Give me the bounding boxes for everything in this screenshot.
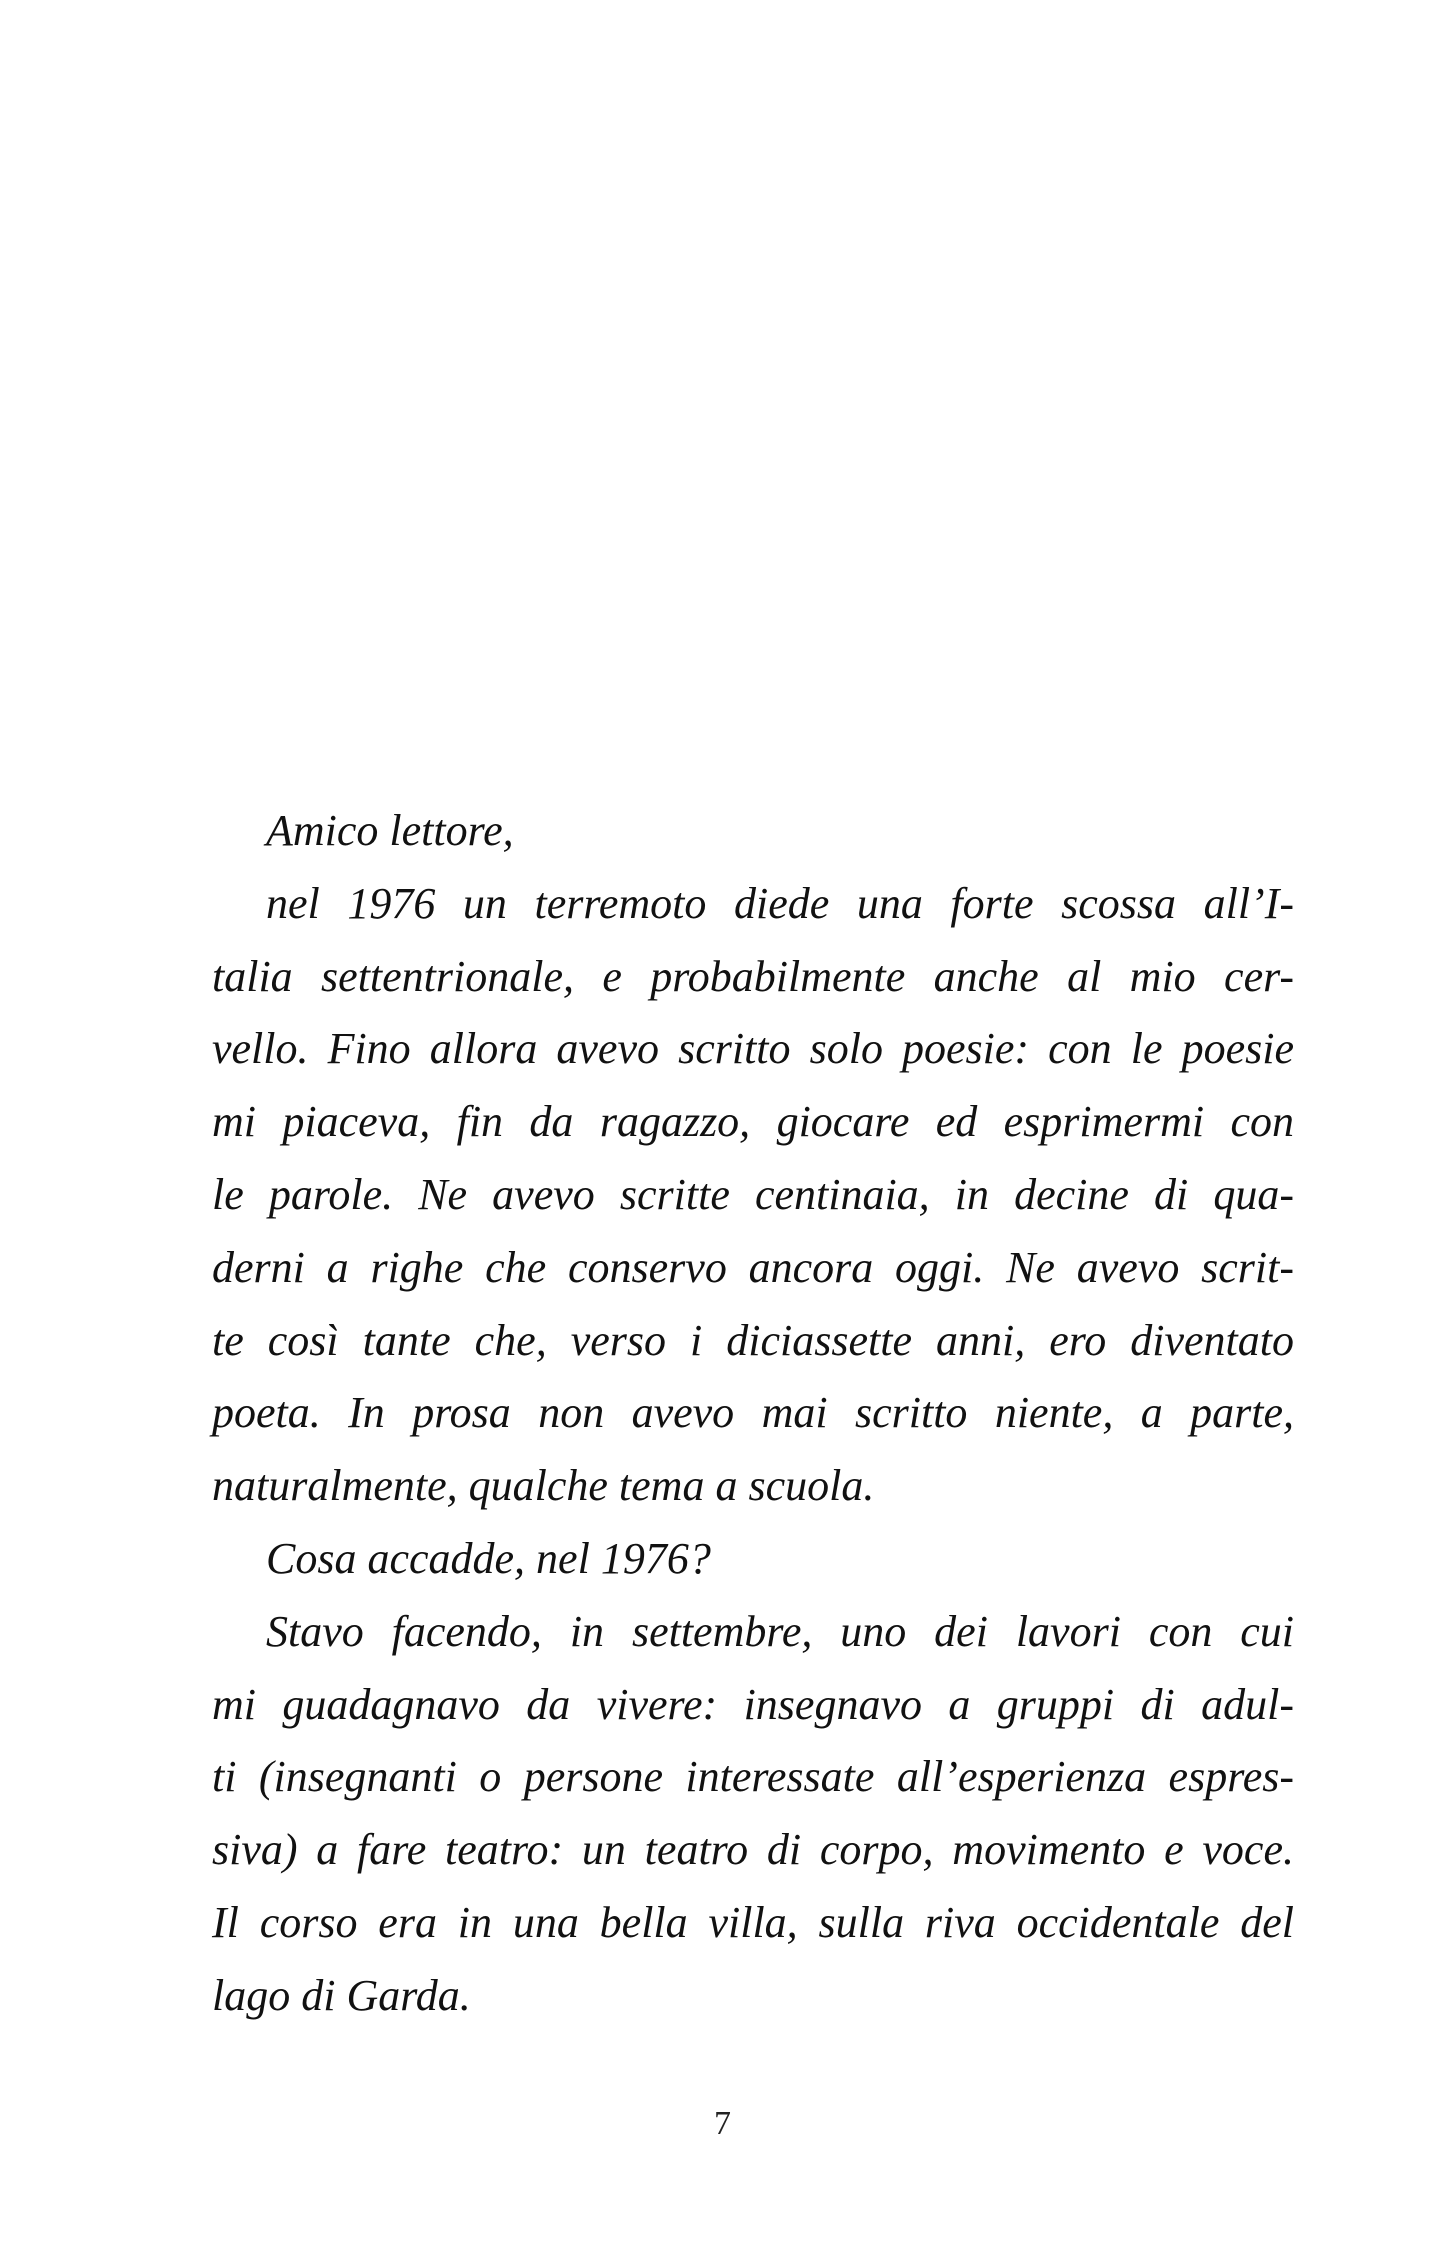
text-line: Stavo facendo, in settembre, uno dei lavori con cui xyxy=(266,1606,1294,1656)
text-line: mi guadagnavo da vivere: insegnavo a gruppi di adul- xyxy=(212,1679,1294,1729)
text-line: mi piaceva, fin da ragazzo, giocare ed esprimermi con xyxy=(212,1097,1294,1147)
text-line: poeta. In prosa non avevo mai scritto niente, a parte, xyxy=(212,1388,1294,1438)
text-line: ti (insegnanti o persone interessate all’esperienza espres- xyxy=(212,1752,1294,1802)
page-number: 7 xyxy=(714,2105,731,2142)
text-line: talia settentrionale, e probabilmente anche al mio cer- xyxy=(212,951,1294,1001)
text-line: vello. Fino allora avevo scritto solo poesie: con le poesie xyxy=(212,1024,1294,1074)
text-line: le parole. Ne avevo scritte centinaia, in decine di qua- xyxy=(212,1169,1294,1219)
text-line: nel 1976 un terremoto diede una forte scossa all’I- xyxy=(266,878,1294,928)
body-text xyxy=(212,795,1294,2033)
text-line: siva) a fare teatro: un teatro di corpo, movimento e voce. xyxy=(212,1825,1294,1875)
text-line: Cosa accadde, nel 1976? xyxy=(266,1533,711,1583)
text-line: Amico lettore, xyxy=(266,806,514,855)
text-line: Il corso era in una bella villa, sulla riva occidentale del xyxy=(212,1897,1294,1947)
text-line: lago di Garda. xyxy=(212,1970,471,2020)
text-line: te così tante che, verso i diciassette anni, ero diventato xyxy=(212,1315,1294,1365)
text-line: derni a righe che conservo ancora oggi. Ne avevo scrit- xyxy=(212,1242,1294,1292)
text-line: naturalmente, qualche tema a scuola. xyxy=(212,1461,875,1511)
